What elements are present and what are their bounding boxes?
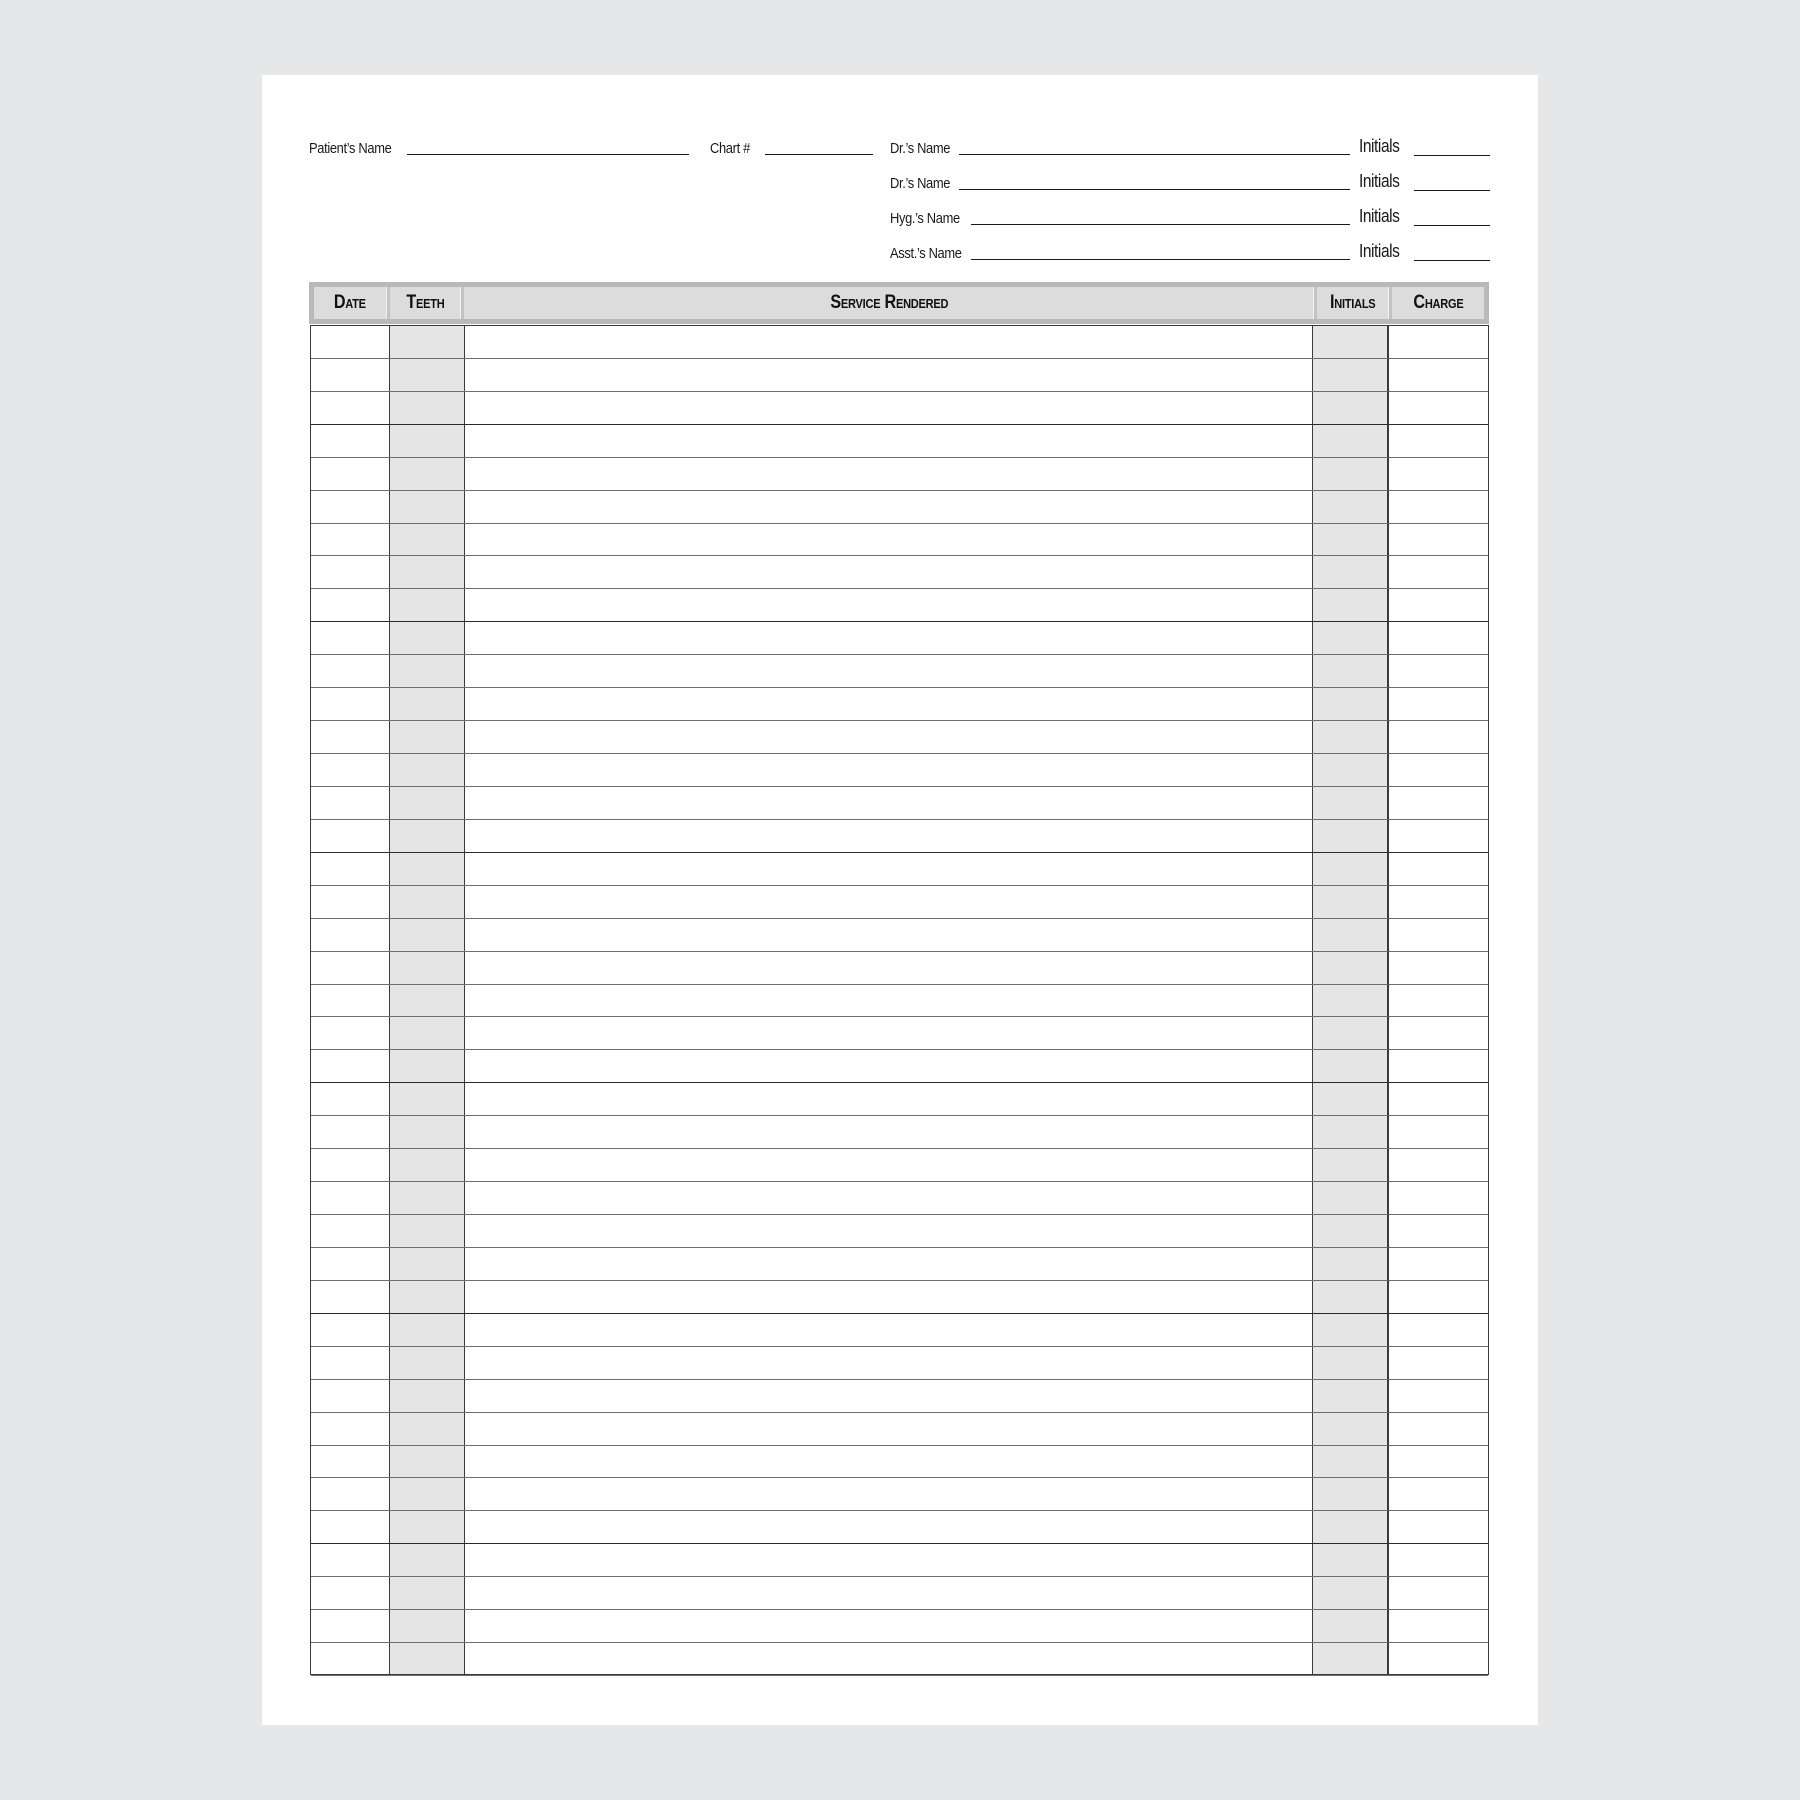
table-row[interactable] <box>311 622 1488 655</box>
doctor-initials-line-1[interactable] <box>1414 155 1490 156</box>
doctor-initials-line-2[interactable] <box>1414 190 1490 191</box>
column-header-date: Date <box>334 292 366 313</box>
doctor-name-field-2[interactable] <box>890 169 1352 193</box>
doctor-name-field-1[interactable] <box>890 134 1352 158</box>
doctor-initials-label-1: Initials <box>1359 136 1400 156</box>
assistant-initials-line[interactable] <box>1414 260 1490 261</box>
column-header-charge: Charge <box>1413 292 1464 313</box>
doctor-name-label-1: Dr.’s Name <box>890 140 951 157</box>
table-row[interactable] <box>311 556 1488 589</box>
table-row[interactable] <box>311 1446 1488 1479</box>
table-row[interactable] <box>311 1017 1488 1050</box>
column-header-teeth: Teeth <box>406 292 445 313</box>
table-row[interactable] <box>311 392 1488 425</box>
form-sheet <box>262 75 1538 1725</box>
chart-number-line[interactable] <box>765 154 873 155</box>
table-row[interactable] <box>311 1215 1488 1248</box>
header-separator <box>1388 287 1392 319</box>
table-row[interactable] <box>311 359 1488 392</box>
service-table-body <box>310 325 1489 1675</box>
patient-name-field[interactable] <box>309 134 693 158</box>
hygienist-name-label: Hyg.’s Name <box>890 210 960 227</box>
table-row[interactable] <box>311 1248 1488 1281</box>
table-row[interactable] <box>311 1149 1488 1182</box>
table-row[interactable] <box>311 1314 1488 1347</box>
column-header-initials: Initials <box>1330 292 1376 313</box>
table-row[interactable] <box>311 1643 1488 1676</box>
table-row[interactable] <box>311 688 1488 721</box>
assistant-name-label: Asst.’s Name <box>890 245 962 262</box>
header-separator <box>1313 287 1317 319</box>
table-row[interactable] <box>311 1116 1488 1149</box>
table-row[interactable] <box>311 1577 1488 1610</box>
table-row[interactable] <box>311 1083 1488 1116</box>
table-row[interactable] <box>311 1347 1488 1380</box>
table-row[interactable] <box>311 1281 1488 1314</box>
table-row[interactable] <box>311 655 1488 688</box>
table-row[interactable] <box>311 458 1488 491</box>
table-row[interactable] <box>311 1478 1488 1511</box>
table-row[interactable] <box>311 1182 1488 1215</box>
hygienist-name-line[interactable] <box>971 224 1350 225</box>
table-row[interactable] <box>311 491 1488 524</box>
table-row[interactable] <box>311 1610 1488 1643</box>
table-row[interactable] <box>311 952 1488 985</box>
table-row[interactable] <box>311 985 1488 1018</box>
chart-number-field[interactable] <box>710 134 874 158</box>
header-separator <box>386 287 390 319</box>
doctor-initials-label-2: Initials <box>1359 171 1400 191</box>
table-row[interactable] <box>311 1380 1488 1413</box>
table-row[interactable] <box>311 1413 1488 1446</box>
table-row[interactable] <box>311 754 1488 787</box>
assistant-name-field[interactable] <box>890 239 1352 263</box>
table-row[interactable] <box>311 1511 1488 1544</box>
hygienist-initials-label: Initials <box>1359 206 1400 226</box>
patient-name-line[interactable] <box>407 154 689 155</box>
patient-name-label: Patient’s Name <box>309 140 392 157</box>
table-row[interactable] <box>311 919 1488 952</box>
table-row[interactable] <box>311 721 1488 754</box>
hygienist-initials-line[interactable] <box>1414 225 1490 226</box>
doctor-name-line-1[interactable] <box>959 154 1350 155</box>
hygienist-name-field[interactable] <box>890 204 1352 228</box>
doctor-name-label-2: Dr.’s Name <box>890 175 951 192</box>
table-row[interactable] <box>311 787 1488 820</box>
table-row[interactable] <box>311 524 1488 557</box>
column-divider <box>1388 326 1389 1674</box>
table-row[interactable] <box>311 589 1488 622</box>
table-row[interactable] <box>311 425 1488 458</box>
table-row[interactable] <box>311 853 1488 886</box>
chart-number-label: Chart # <box>710 140 750 157</box>
table-header <box>309 282 1489 324</box>
table-row[interactable] <box>311 820 1488 853</box>
table-row[interactable] <box>311 886 1488 919</box>
column-header-service-rendered: Service Rendered <box>830 292 948 313</box>
header-separator <box>460 287 464 319</box>
table-row[interactable] <box>311 1050 1488 1083</box>
table-row[interactable] <box>311 326 1488 359</box>
doctor-name-line-2[interactable] <box>959 189 1350 190</box>
assistant-name-line[interactable] <box>971 259 1350 260</box>
assistant-initials-label: Initials <box>1359 241 1400 261</box>
table-row[interactable] <box>311 1544 1488 1577</box>
